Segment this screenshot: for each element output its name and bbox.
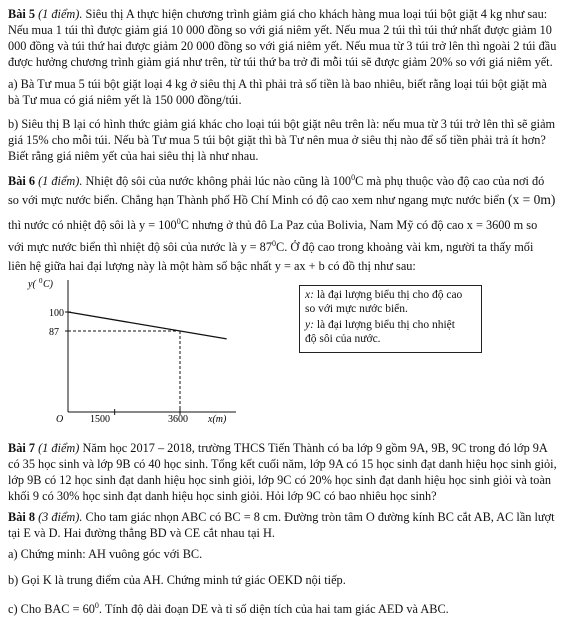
problem-5a-line-1: a) Bà Tư mua 5 túi bột giặt loại 4 kg ở siêu thị A thì phải trả số tiền là bao nhiêu, biết rằng loại túi bột giặt mà <box>8 77 547 91</box>
math-unit-c: C <box>275 240 285 255</box>
problem-5b-line-2: giá 15% cho mỗi túi. Nếu bà Tư mua 5 túi bột giặt thì bà Tư nên mua ở siêu thị nào để số tiền phải trả ít hơn? <box>8 133 546 147</box>
problem-8a <box>8 546 580 562</box>
problem-5-line-4: được hưởng chương trình giảm giá như trên, từ túi thứ ba trở đi mỗi túi sẽ được giảm 20% so với giá niêm yết. <box>8 55 553 69</box>
problem-6-line-4a: với mực nước biển thì nhiệt độ sôi của nước là <box>8 240 238 255</box>
problem-5 <box>8 6 580 70</box>
problem-7-title: Bài 7 <box>8 441 35 455</box>
problem-8b <box>8 572 580 588</box>
legend-x-desc-1: là đại lượng biểu thị cho độ cao <box>313 289 463 301</box>
problem-7-line-4: khối 9 có 30% học sinh đạt danh hiệu học sinh giỏi. Hỏi lớp 9C có bao nhiêu học sinh? <box>8 489 437 503</box>
problem-6-line-5b: có đồ thị như sau: <box>327 259 416 273</box>
svg-text:C): C) <box>43 279 53 290</box>
x-tick-label-3600: 3600 <box>168 414 188 425</box>
problem-7-line-2: có 35 học sinh và lớp 9B có 40 học sinh. Tổng kết cuối năm, lớp 9A có 15 học sinh đạt danh hiệu học sinh giỏi, <box>8 457 557 471</box>
problem-6-line-3a: thì nước có nhiệt độ sôi là <box>8 218 136 233</box>
problem-7-line-1: Năm học 2017 – 2018, trường THCS Tiến Thành có ba lớp 9 gồm 9A, 9B, 9C trong đó lớp 9A <box>82 441 548 455</box>
problem-5a-line-2: bà Tư mua có giá niêm yết là 150 000 đồng/túi. <box>8 93 242 107</box>
problem-7-line-3: lớp 9B có 12 học sinh đạt danh hiệu học sinh giỏi, lớp 9C có 20% học sinh đạt danh hiệu học sinh giỏi và toàn <box>8 473 552 487</box>
problem-6-points: (1 điểm). <box>38 174 83 189</box>
svg-text:0: 0 <box>39 277 43 285</box>
problem-8c <box>8 598 580 617</box>
problem-7-points: (1 điểm) <box>38 441 80 455</box>
problem-8b-text: b) Gọi K là trung điểm của AH. Chứng minh tứ giác OEKD nội tiếp. <box>8 573 346 587</box>
superscript-degree: 0 <box>271 239 276 248</box>
superscript-degree: 0 <box>351 173 356 182</box>
problem-8-title: Bài 8 <box>8 510 35 524</box>
problem-6-line-4c: , người ta thấy mối <box>439 240 534 255</box>
problem-7 <box>8 440 580 504</box>
x-axis-label: x(m) <box>208 414 227 425</box>
legend-x-var: x: <box>305 289 314 301</box>
problem-6-line-1a: Nhiệt độ sôi của nước không phải lúc nào cũng là 100 <box>85 174 352 189</box>
problem-6-line-1b: C mà phụ thuộc vào độ cao của nơi đó <box>355 174 545 189</box>
problem-8c-prefix: c) Cho <box>8 602 42 617</box>
problem-5-line-1: Siêu thị A thực hiện chương trình giảm giá cho khách hàng mua loại túi bột giặt 4 kg như sau: <box>85 7 548 21</box>
y-tick-label-100: 100 <box>49 308 64 319</box>
problem-5-points: (1 điểm). <box>38 7 83 21</box>
origin-label: O <box>56 414 64 425</box>
math-y-87: y = 87 <box>240 240 272 255</box>
legend-y-var: y: <box>305 319 314 331</box>
graph-legend <box>299 285 482 353</box>
function-line <box>68 312 227 339</box>
problem-5b <box>8 116 580 164</box>
problem-6-line-3b: nhưng ở thủ đô La Paz của Bolivia, Nam Mỹ có độ cao <box>191 218 464 233</box>
superscript-degree: 0 <box>94 601 99 610</box>
math-km: km <box>424 240 440 255</box>
x-tick-label-1500: 1500 <box>90 414 110 425</box>
y-tick-label-87: 87 <box>49 327 59 338</box>
problem-6 <box>8 167 580 277</box>
math-x-3600: x = 3600 m <box>466 218 524 233</box>
superscript-degree: 0 <box>176 217 181 226</box>
svg-text:y(: y( <box>28 279 36 290</box>
problem-8a-text: a) Chứng minh: AH vuông góc với BC. <box>8 547 203 561</box>
problem-6-title: Bài 6 <box>8 174 35 189</box>
problem-8c-text: . Tính độ dài đoạn DE và tỉ số diện tích của hai tam giác AED và ABC. <box>98 602 449 617</box>
legend-y-desc-2: độ sôi của nước. <box>305 333 381 345</box>
legend-x-desc-2: so với mực nước biển. <box>305 303 408 315</box>
problem-8-line-1: Cho tam giác nhọn ABC có BC = 8 cm. Đường tròn tâm O đường kính BC cắt AB, AC lần lượt <box>85 510 555 524</box>
problem-5-line-2: Nếu mua 1 túi thì được giảm giá 10 000 đồng so với giá niêm yết. Nếu mua 2 túi thì túi thứ nhất được giảm 10 <box>8 23 552 37</box>
math-y-100: y = 100 <box>139 218 177 233</box>
math-unit-c: C <box>180 218 189 233</box>
problem-5b-line-3: Biết rằng giá niêm yết của hai siêu thị là như nhau. <box>8 149 259 163</box>
problem-8-line-2: tại E và D. Hai đường thẳng BD và CE cắt nhau tại H. <box>8 526 275 540</box>
y-axis-label <box>27 277 54 290</box>
problem-5b-line-1: b) Siêu thị B lại có hình thức giảm giá khác cho loại túi bột giặt nêu trên là: nếu mua từ 3 túi trở lên thì sẽ giảm <box>8 117 556 131</box>
problem-5a <box>8 76 580 108</box>
problem-5-line-3: 000 đồng và túi thứ hai được giảm 20 000 đồng so với giá niêm yết. Nếu mua từ 3 túi trở lên thì ngoài 2 túi đầu <box>8 39 557 53</box>
problem-6-line-3c: so <box>526 218 538 233</box>
problem-8-points: (3 điểm). <box>38 510 83 524</box>
problem-6-line-4b: . Ở độ cao trong khoảng vài <box>284 240 422 255</box>
problem-5-title: Bài 5 <box>8 7 35 21</box>
legend-y-desc-1: là đại lượng biểu thị cho nhiệt <box>313 319 455 331</box>
math-x-zero: (x = 0m) <box>508 192 556 207</box>
problem-8 <box>8 509 580 541</box>
problem-6-line-5a: liên hệ giữa hai đại lượng này là một hàm số bậc nhất <box>8 259 272 273</box>
boiling-point-graph <box>20 276 260 428</box>
problem-6-line-2: so với mực nước biển. Chẳng hạn Thành phố Hồ Chí Minh có độ cao xem như ngang mực nước biển <box>8 193 505 207</box>
math-angle-bac: BAC = 60 <box>44 602 95 617</box>
math-linear-function: y = ax + b <box>274 259 325 273</box>
